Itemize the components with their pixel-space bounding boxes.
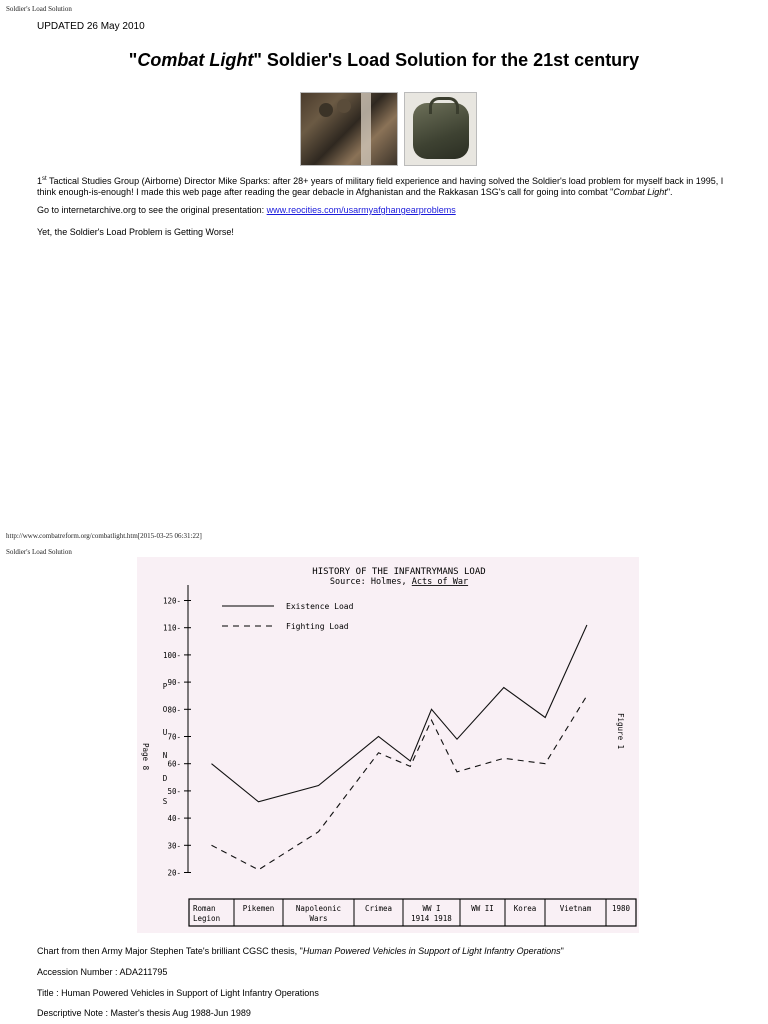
y-tick-label: 20- <box>167 868 181 878</box>
footer-url: http://www.combatreform.org/combatlight.htm[2015-03-25 06:31:22] <box>6 532 202 540</box>
category-label: Wars <box>309 914 328 923</box>
y-tick-label: 120- <box>162 596 181 606</box>
page-title <box>0 50 768 71</box>
page-note-left: Page 8 <box>141 743 150 771</box>
chart-caption <box>37 946 737 957</box>
y-tick-label: 80- <box>167 705 181 715</box>
load-history-chart <box>137 557 639 933</box>
legend-existence-label: Existence Load <box>286 602 354 611</box>
intro-paragraph <box>37 174 737 198</box>
y-axis-letter: N <box>162 751 168 760</box>
category-label: Napoleonic <box>295 904 342 913</box>
category-label: Vietnam <box>559 904 592 913</box>
fighting-load-line <box>212 696 587 870</box>
chart-source <box>330 577 468 587</box>
y-tick-label: 90- <box>167 678 181 688</box>
caption-pre: Chart from then Army Major Stephen Tate's brilliant CGSC thesis, " <box>37 946 303 956</box>
category-label: WW II <box>471 904 494 913</box>
category-label: Roman <box>193 904 216 913</box>
y-axis-letter: S <box>162 797 168 806</box>
worse-paragraph: Yet, the Soldier's Load Problem is Getting Worse! <box>37 227 234 237</box>
chart-svg <box>137 557 639 933</box>
existence-load-line <box>212 625 587 802</box>
y-axis-letter: O <box>162 705 168 714</box>
y-tick-label: 60- <box>167 759 181 769</box>
legend-fighting-label: Fighting Load <box>286 622 349 631</box>
goto-text: Go to internetarchive.org to see the original presentation: <box>37 205 267 215</box>
category-label: Crimea <box>364 904 393 913</box>
figure-note-right: Figure 1 <box>616 713 625 750</box>
intro-num: 1 <box>37 176 43 186</box>
page-header-2: Soldier's Load Solution <box>6 548 72 556</box>
y-tick-label: 110- <box>162 623 181 633</box>
thesis-title: Title : Human Powered Vehicles in Support of Light Infantry Operations <box>37 988 319 998</box>
y-tick-label: 70- <box>167 732 181 742</box>
category-label: Legion <box>193 914 221 923</box>
category-label: 1914 1918 <box>411 914 452 923</box>
backpack-photo <box>404 92 477 166</box>
y-tick-label: 30- <box>167 841 181 851</box>
caption-post: " <box>560 946 564 956</box>
intro-em: Combat Light <box>613 187 667 197</box>
title-emphasis: Combat Light <box>137 50 254 70</box>
descriptive-note: Descriptive Note : Master's thesis Aug 1988-Jun 1989 <box>37 1008 251 1018</box>
intro-text: Tactical Studies Group (Airborne) Director Mike Sparks: after 28+ years of military field experience and having solved the Soldier's load problem for myself back in 1995, I think enough-is-enough! I made this web page after reading the gear debacle in Afghanistan and the Rakkasan 1SG's call for going into combat " <box>37 176 724 197</box>
chart-title: HISTORY OF THE INFANTRYMANS LOAD <box>312 567 486 577</box>
accession-number: Accession Number : ADA211795 <box>37 967 168 977</box>
title-rest: " Soldier's Load Solution for the 21st century <box>253 50 640 70</box>
y-tick-label: 50- <box>167 786 181 796</box>
y-tick-label: 40- <box>167 814 181 824</box>
goto-paragraph <box>37 205 737 216</box>
caption-em: Human Powered Vehicles in Support of Light Infantry Operations <box>302 946 561 956</box>
category-label: 1980 <box>611 904 631 913</box>
intro-end: ". <box>666 187 673 197</box>
page-header: Soldier's Load Solution <box>6 5 72 13</box>
title-quote-open: " <box>128 50 138 70</box>
category-label: Korea <box>513 904 537 913</box>
y-tick-label: 100- <box>162 650 181 660</box>
y-axis-letter: D <box>162 774 168 783</box>
soldiers-photo <box>300 92 398 166</box>
chart-source-prefix: Source: Holmes, <box>329 577 412 587</box>
updated-date: UPDATED 26 May 2010 <box>37 21 145 32</box>
category-label: Pikemen <box>242 904 275 913</box>
chart-source-book: Acts of War <box>411 577 469 587</box>
category-label: WW I <box>422 904 441 913</box>
y-axis-letter: U <box>162 728 168 737</box>
y-axis-letter: P <box>162 682 168 691</box>
intro-sup: st <box>42 176 47 182</box>
presentation-link[interactable]: www.reocities.com/usarmyafghangearproblems <box>266 205 456 215</box>
